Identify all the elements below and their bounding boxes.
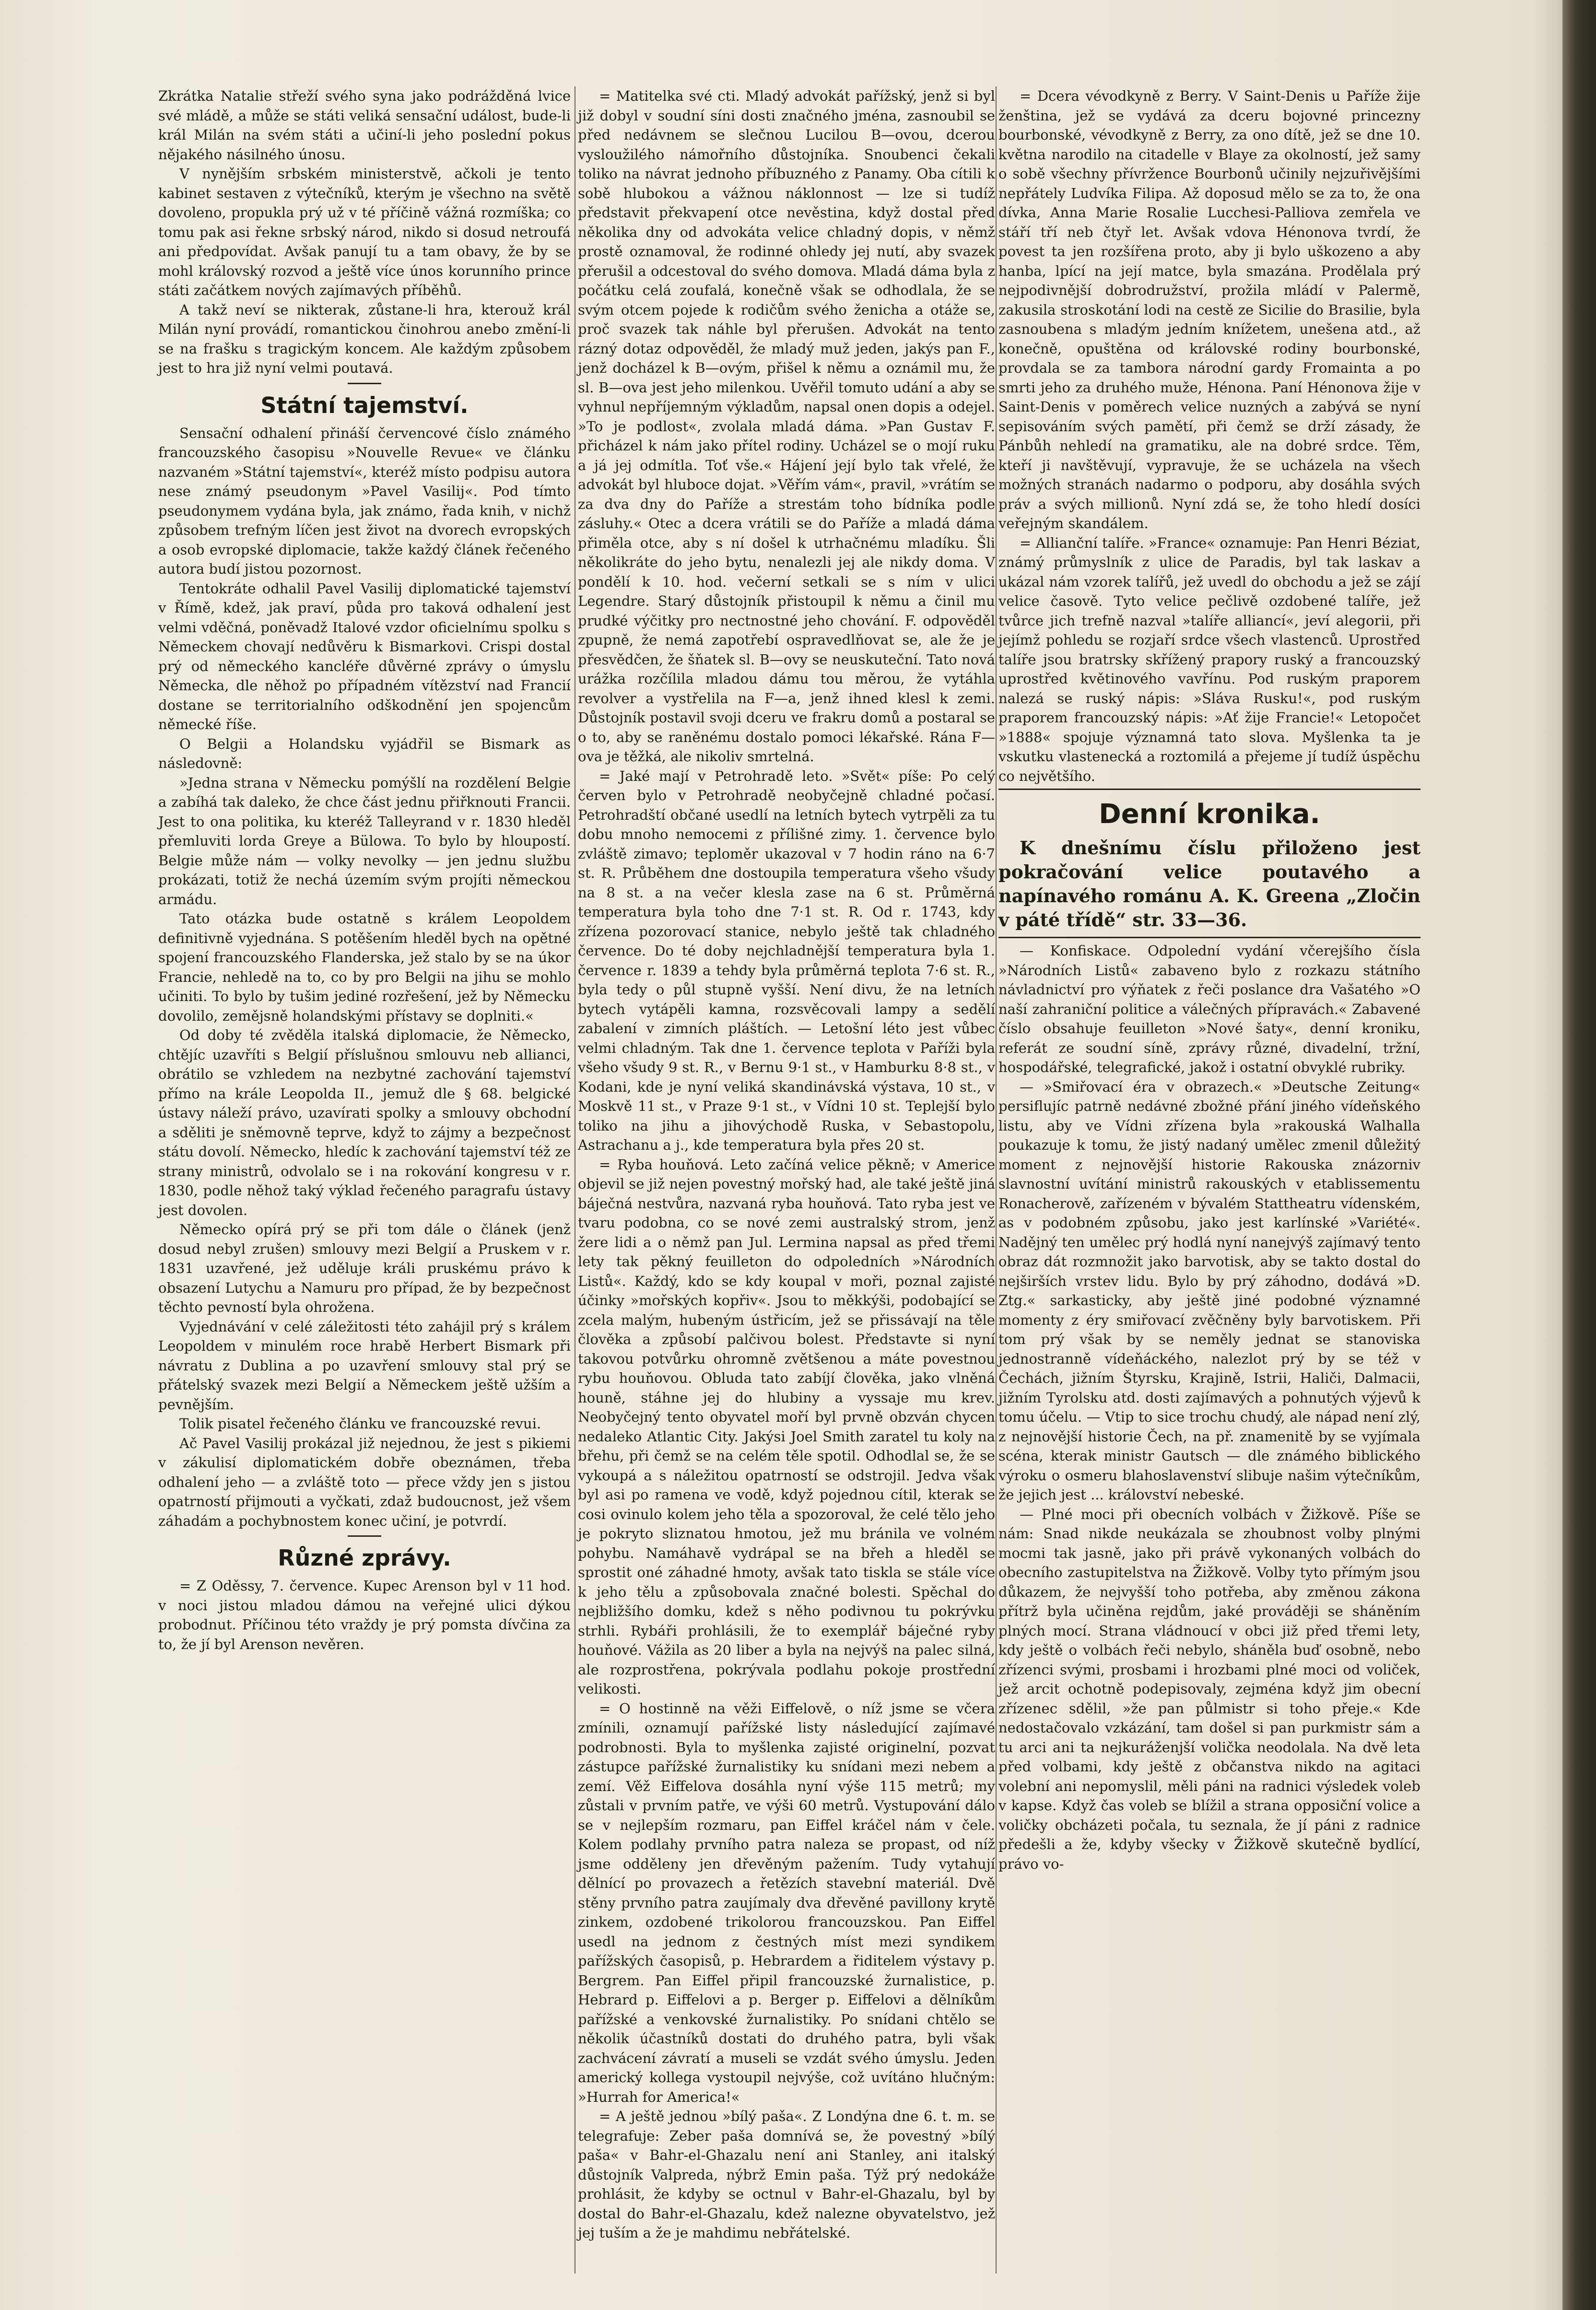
paragraph: Zkrátka Natalie střeží svého syna jako podrážděná lvice své mládě, a může se státi veliká sensační událost, bude-li král Milán na svém státi a učiní-li jeho poslední pokus nějakého násilného únosu. xyxy=(158,88,571,163)
section-heading: Denní kronika. xyxy=(1099,799,1320,830)
column-rule xyxy=(996,86,997,2274)
news-item: = Ryba houňová. Leto začíná velice pěkně; v Americe objevil se již nejen povestný mořský had, ale také ještě jiná báječná nestvůra, nazvaná ryba houňová. Tato ryba jest ve tvaru podobna, co se nové zemi australský strom, jenž žere lidi a o němž pan Jul. Lermina napsal as před třemi lety tak pěkný feuilleton do odpoledních »Národních Listů«. Každý, kdo se kdy koupal v moři, poznal zajisté účinky »mořských kopřiv«. Jsou to měkkýši, podobající se zcela malým, hubeným ústřicím, jež se přissávají na těle člověka a způsobí palčivou bolest. Představte si nyní takovou potvůrku ohromně zvětšenou a máte povestnou rybu houňovou. Obluda tato zabíjí člověka, jako vlněná houně, stáhne jej do hlubiny a vyssaje mu krev. Neobyčejný tento obyvatel moří byl prvně obzván chycen nedaleko Atlantic City. Jakýsi Joel Smith zaratel tu koly na břehu, při čemž se na celém těle spotil. Odhodlal se, že se vykoupá a s náležitou opatrností se odstrojil. Jedva však byl asi po ramena ve vodě, když pojednou cítil, kterak se cosi ovinulo kolem jeho těla a spozoroval, že celé tělo jeho je pokryto sliznatou hmotou, jež mu bránila ve volném pohybu. Namáhavě vydrápal se na břeh a hleděl se sprostit oné záhadné hmoty, avšak tato tiskla se stále více k jeho tělu a způsobovala značné bolesti. Spěchal do nejbližšího domku, kdež s něho podivnou tu pokrývku strhli. Rybáři prohlásili, že to exemplář báječné ryby houňové. Vážila as 20 liber a byla na nejvýš na palec silná, ale rozprostřena, pokrývala podlahu pokoje prostřední velikosti. xyxy=(578,1156,995,1697)
news-item: — »Smiřovací éra v obrazech.« »Deutsche Zeitung« persiflujíc patrně nedávné zbožné přání jiného vídeňského listu, aby ve Vídni zřízena byla »rakouská Walhalla poukazuje k tomu, že jistý nadaný umělec zmenil důležitý moment z nejnovější historie Rakouska znázorniv slavnostní uvítání ministrů rakouských v etablissementu Ronacherově, zařízeném v bývalém Stattheatru vídenském, as v podobném způsobu, jako jest karlínské »Variété«. Nadějný ten umělec prý hodlá nyní nanejvýš zajímavý tento obraz dát rozmnožit jako barvotisk, aby se takto dostal do nejširších vrstev lidu. Bylo by prý záhodno, dodává »D. Ztg.« sarkasticky, aby ještě jiné podobné významné momenty z éry smiřovací zvěčněny byly barvotiskem. Při tom prý však by se neměly jednat se stanoviska jednostranně vídeňáckého, nalezlot prý by se též v Čechách, jižním Štyrsku, Krajině, Istrii, Haliči, Dalmacii, jižním Tyrolsku atd. dosti zajímavých a pohnutých výjevů k tomu účelu. — Vtip to sice trochu chudý, ale nápad není zlý, z nejnovější historie Čech, na př. znamenitě by se vyjímala scéna, kterak ministr Gautsch — dle známého biblického výroku o osmeru blahoslavenství slibuje našim výtečníkům, že jejich jest ... království nebeské. xyxy=(998,1078,1420,1503)
column-2 xyxy=(578,86,995,2243)
paragraph: Tato otázka bude ostatně s králem Leopoldem definitivně vyjednána. S potěšením hleděl bych na opětné spojení francouzského Flanderska, jež stalo by se na úkor Francie, nehledě na to, co by pro Belgii na jihu se mohlo učiniti. To bylo by tušim jediné rozřešení, jež by Německu dovolilo, zemějsně holandskými přístavy se doplniti.« xyxy=(158,910,571,1024)
section-divider xyxy=(998,789,1420,790)
column-1 xyxy=(158,86,571,1654)
section-divider xyxy=(348,383,381,384)
news-item: = A ještě jednou »bílý paša«. Z Londýna dne 6. t. m. se telegrafuje: Zeber paša domnívá se, že povestný »bílý paša« v Bahr-el-Ghazalu není ani Stanley, ani italský důstojník Valpreda, nýbrž Emin paša. Týž prý nedokáže prohlásit, že kdyby se octnul v Bahr-el-Ghazalu, byl by dostal do Bahr-el-Ghazalu, kdež nalezne obyvatelstvo, jež jej tuším a že je mahdimu nebřátelské. xyxy=(578,2108,995,2241)
paragraph: O Belgii a Holandsku vyjádřil se Bismark as následovně: xyxy=(158,735,571,771)
news-item: = O hostinně na věži Eiffelově, o níž jsme se včera zmínili, oznamují pařížské listy následující zajímavé podrobnosti. Byla to myšlenka zajisté originelní, pozvat zástupce pařížské žurnalistiky ku snídani mezi nebem a zemí. Věž Eiffelova dosáhla nyní výše 115 metrů; my zůstali v prvním patře, ve výši 60 metrů. Vystupování dálo se v nejlepším rozmaru, pan Eiffel kráčel nám v čele. Kolem podlahy prvního patra naleza se propast, od níž jsme odděleny jen dřevěným pažením. Tudy vytahují dělnící po provazech a řetězích stavební materiál. Dvě stěny prvního patra zaujímaly dva dřevěné pavillony krytě zinkem, ozdobené trikolorou francouzskou. Pan Eiffel usedl na jednom z čestných míst mezi syndikem pařížských časopisů, p. Hebrardem a řiditelem výstavy p. Bergrem. Pan Eiffel připil francouzské žurnalistice, p. Hebrard p. Eiffelovi a p. Berger p. Eiffelovi a dělníkům pařížské a venkovské žurnalistiky. Po snídani chtělo se několik účastníků dostati do druhého patra, byli však zachvácení závratí a museli se vzdát svého úmyslu. Jeden americký kollega vystoupil nejvýše, což uvítáno hlučným: »Hurrah for America!« xyxy=(578,1700,995,2105)
paragraph: = Z Oděssy, 7. července. Kupec Arenson byl v 11 hod. v noci jistou mladou dámou na veřejné ulici dýkou probodnut. Příčinou této vraždy je prý pomsta dívčina za to, že jí byl Arenson nevěren. xyxy=(158,1578,571,1652)
news-item: = Dcera vévodkyně z Berry. V Saint-Denis u Paříže žije ženština, jež se vydává za dceru bojovné princezny bourbonské, vévodkyně z Berry, za ono dítě, jež se dne 10. května narodilo na citadelle v Blaye za okolností, jež samy o sobě všechny přívržence Bourbonů učinily nejzuřivějšími nepřátely Ludvíka Filipa. Až doposud mělo se za to, že ona dívka, Anna Marie Rosalie Lucchesi-Palliova zemřela ve stáří tří neb čtyř let. Avšak vdova Hénonova tvrdí, že povest ta jen rozšířena proto, aby ji bylo uškozeno a aby hanba, lpící na její matce, byla smazána. Prodělala prý nejpodivnější dobrodružství, prožila mládí v Palermě, zakusila stroskotání lodi na cestě ze Sicilie do Brasilie, byla zasnoubena s mladým jedním knížetem, unešena atd., až konečně, opuštěna od královské rodiny bourbonské, provdala se za tambora národní gardy Fromainta a po smrti jeho za druhého muže, Hénona. Paní Hénonova žije v Saint-Denis v poměrech velice nuzných a zabývá se nyní sepisováním svých pamětí, při čemž se drží zásady, že Pánbůh nehledí na gramatiku, ale na dobré srdce. Těm, kteří ji navštěvují, vypravuje, že se ucházela na všech možných stranách nadarmo o podporu, aby dosáhla svých práv a svých millionů. Nyní zdá se, že toho hledí dosíci veřejným skandálem. xyxy=(998,88,1420,531)
paragraph: »Jedna strana v Německu pomýšlí na rozdělení Belgie a zabíhá tak daleko, že chce část jednu přiřknouti Francii. Jest to ona politika, ku kteréž Talleyrand v r. 1830 hleděl přemluviti lorda Greye a Bülowa. To bylo by hloupostí. Belgie může nám — volky nevolky — jen jednu službu prokázati, totiž že nechá územím svým projíti německou armádu. xyxy=(158,774,571,908)
paragraph: Od doby té zvěděla italská diplomacie, že Německo, chtějíc uzavříti s Belgií příslušnou smlouvu neb allianci, obrátilo se vzhledem na nezbytné zachování tajemství přímo na krále Leopolda II., jemuž dle § 68. belgické ústavy náleží právo, uzavírati spolky a smlouvy obchodní a sděliti je sněmovně teprve, když to zájmy a bezpečnost státu dovolí. Německo, hledíc k zachování tajemství též ze strany ministrů, odvolalo se i na rokování kongresu v r. 1830, podle něhož taký výklad řečeného paragrafu ústavy jest dovolen. xyxy=(158,1027,571,1218)
paragraph: Tentokráte odhalil Pavel Vasilij diplomatické tajemství v Římě, kdež, jak praví, půda pro taková odhalení jest velmi vděčná, poněvadž Italové vzdor oficielnímu spolku s Německem chovají nedůvěru k Bismarkovi. Crispi dostal prý od německého kancléře důvěrné zprávy o úmyslu Německa, dle něhož po případném vítězství nad Francií dostane se territorialního odškodnění jen spojencům německé říše. xyxy=(158,580,571,732)
paragraph: Ač Pavel Vasilij prokázal již nejednou, že jest s pikiemi v zákulisí diplomatickém dobře obeznámen, třeba odhalení jeho — a zvláště toto — přece vždy jen s jistou opatrností přijmouti a vyčkati, zdaž budoucnost, jež všem záhadám a pochybnostem konec učiní, je potvrdí. xyxy=(158,1435,571,1529)
news-item: = Matitelka své cti. Mladý advokát pařížský, jenž si byl již dobyl v soudní síni dosti značného jména, zasnoubil se před nedávnem se slečnou Lucilou B—ovou, dcerou vysloužilého námořního důstojníka. Snoubenci čekali toliko na návrat jednoho příbuzného z Panamy. Oba cítili k sobě hlubokou a vážnou náklonnost — lze si tudíž představit překvapení otce nevěstina, když dostal před několika dny od advokáta velice chladný dopis, v němž prostě oznamoval, že rodinné ohledy jej nutí, aby svazek přerušil a odcestoval do svého domova. Mladá dáma byla z počátku celá zoufalá, konečně však se odhodlala, že se svým otcem pojede k rodičům svého ženicha a otáže se, proč svazek tak náhle byl přerušen. Advokát na tento rázný dotaz odpověděl, že mladý muž jeden, jakýs pan F., jenž docházel k B—ovým, přišel k němu a oznámil mu, že sl. B—ova jest jeho milenkou. Uvěřil tomuto udání a aby se vyhnul nepříjemným výkladům, napsal onen dopis a odejel. »To je podlost«, zvolala mladá dáma. »Pan Gustav F. přicházel k nám jako přítel rodiny. Ucházel se o mojí ruku a já jej odmítla. Toť vše.« Hájení její bylo tak vřelé, že advokát byl hluboce dojat. »Věřím vám«, pravil, »vrátím se za dva dny do Paříže a strestám toho bídníka podle zásluhy.« Otec a dcera vrátili se do Paříže a mladá dáma přiměla otce, aby s ní došel k utrhačnému mladíku. Šli několikráte do jeho bytu, nenalezli jej ale nikdy doma. V pondělí k 10. hod. večerní setkali se s ním v ulici Legendre. Starý důstojník přistoupil k němu a činil mu prudké výčitky pro nectnostné jeho chování. F. odpověděl zpupně, že nemá zapotřebí ospravedlňovat se, ale že je přesvědčen, že šňatek sl. B—ovy se neuskuteční. Tato nová urážka rozčílila mladou dámu tou měrou, že vytáhla revolver a vystřelila na F—a, jenž ihned klesl k zemi. Důstojník postavil svoji dceru ve frakru domů a postaral se o to, aby se raněnému dostalo pomoci lékařské. Rána F—ova je těžká, ale nikoliv smrtelná. xyxy=(578,88,995,765)
news-item: — Plné moci při obecních volbách v Žižkově. Píše se nám: Snad nikde neukázala se zhoubnost volby plnými mocmi tak jasně, jako při právě vykonaných volbách do obecního zastupitelstva na Žižkově. Volby tyto přímým jsou důkazem, že nejvyšší toho potřeba, aby změnou zákona přítrž byla učiněna rejdům, jaké prováději se sháněním plných mocí. Strana vládnoucí v obci již před třemi lety, kdy ještě o volbách řeči nebylo, sháněla buď osobně, nebo zřízenci svými, prosbami i hrozbami plné moci od voliček, jež arcit ochotně podepisovaly, zejména když jim obecní zřízenec sdělil, »že pan půlmistr si toho přeje.« Kde nedostačovalo vzkázání, tam došel si pan purkmistr sám a tu arci ani ta nejkuráženjší volička neodolala. Na dvě leta před volbami, kdy ještě z občanstva nikdo na agitaci volební ani nepomyslil, měli páni na radnici výsledek voleb v kapse. Když čas voleb se blížil a strana opposiční volice a voličky obcházeti počala, tu seznala, že jí páni z radnice předešli a že, kdyby všecky v Žižkově skutečně bydlící, právo vo- xyxy=(998,1506,1420,1872)
section-divider xyxy=(998,937,1420,938)
news-item: = Allianční talíře. »France« oznamuje: Pan Henri Béziat, známý průmyslník z ulice de Paradis, byl tak laskav a ukázal nám vzorek talířů, jež uvedl do obchodu a jež se zájí velice časově. Tyto velice pečlivě ozdobené talíře, jež tvůrce jich trefně nazval »talíře alliancí«, jeví alegorii, při jejímž pohledu se rozjaří srdce všech vlastenců. Uprostřed talíře jsou bratrsky skřížený prapory ruský a francouzský uprostřed květinového vavřínu. Pod ruským praporem nalezá se ruský nápis: »Sláva Rusku!«, pod ruským praporem francouzský nápis: »Ať žije Francie!« Letopočet »1888« spojuje významná tato slova. Myšlenka ta je vskutku vlastenecká a roztomilá a přejeme jí tudíž úspěchu co největšího. xyxy=(998,534,1420,784)
section-heading: Různé zprávy. xyxy=(278,1545,451,1571)
lead-notice xyxy=(998,836,1420,932)
section-divider xyxy=(348,1535,381,1537)
news-item: = Jaké mají v Petrohradě leto. »Svět« píše: Po celý červen bylo v Petrohradě neobyčejně chladné počasí. Petrohradští občané usedlí na letních bytech vytrpěli za tu dobu mnoho nemocemi z přílišné zimy. 1. července bylo zvláště zimavo; teploměr ukazoval v 7 hodin ráno na 6·7 st. R. Průběhem dne dostoupila temperatura všeho všudy na 8 st. a na večer klesla zase na 6 st. Průměrná temperatura byla toho dne 7·1 st. R. Od r. 1743, kdy zřízena pozorovací stanice, nebylo ještě tak chladného července. Do té doby nejchladnější temperatura byla 1. července r. 1839 a tehdy byla průměrná teplota 7·6 st. R., byla tedy o půl stupně vyšší. Není divu, že na letních bytech vytápěli kamna, rozsvěcovali lampy a sedělí zabalení v zimních pláštích. — Letošní léto jest vůbec velmi chladným. Tak dne 1. července teplota v Paříži byla všeho všudy 9 st. R., v Bernu 9·1 st., v Hamburku 8·8 st., v Kodani, kde je nyní veliká skandinávská výstava, 10 st., v Moskvě 11 st., v Praze 9·1 st., v Vídni 10 st. Teplejší bylo toliko na jihu a jihovýchodě Ruska, v Sebastopolu, Astrachanu a j., kde temperatura byla přes 20 st. xyxy=(578,767,995,1153)
adjacent-page-edge xyxy=(1562,0,1596,2310)
paragraph: Tolik pisatel řečeného článku ve francouzské revui. xyxy=(179,1415,541,1432)
column-3 xyxy=(998,86,1420,1874)
paragraph: Německo opírá prý se při tom dále o článek (jenž dosud nebyl zrušen) smlouvy mezi Belgií a Pruskem v r. 1831 uzavřené, jež uděluje králi pruskému právo k obsazení Lutychu a Namuru pro případ, že by bezpečnost těchto pevností byla ohrožena. xyxy=(158,1221,571,1315)
news-item: — Konfiskace. Odpolední vydání včerejšího čísla »Národních Listů« zabaveno bylo z rozkazu státního návladnictví pro výňatek z řeči poslance dra Vašatého »O naší zahraniční politice a válečných přípravách.« Zabavené číslo obsahuje feuilleton »Nové šaty«, denní kroniku, referát ze soudní síně, zprávy různé, divadelní, tržní, hospodářské, telegrafické, jakož i ostatní obvyklé rubriky. xyxy=(998,943,1420,1075)
paragraph: V nynějším srbském ministerstvě, ačkoli je tento kabinet sestaven z výtečníků, kterým je všechno na světě dovoleno, propukla prý už v té příčině vážná rozmíška; co tomu pak asi řekne srbský národ, nikdo si dosud netroufá ani předpovídat. Avšak panují tu a tam obavy, že by se mohl královský rozvod a ještě více únos korunního prince státi začátkem nových zajímavých příběhů. xyxy=(158,165,571,298)
paragraph: Sensační odhalení přináší červencové číslo známého francouzského časopisu »Nouvelle Revue« ve článku nazvaném »Státní tajemství«, kteréž místo podpisu autora nese známý pseudonym »Pavel Vasilij«. Pod tímto pseudonymem vydána byla, jak známo, řada knih, v nichž způsobem trefným líčen jest život na dvorech evropských a osob evropské diplomacie, takže každý článek řečeného autora budí jistou pozornost. xyxy=(158,424,571,577)
lead-text: K dnešnímu číslu přiloženo jest pokračování velice poutavého a napínavého románu A. K. Greena „Zločin v páté třídě“ str. 33—36. xyxy=(998,837,1420,931)
paragraph: Vyjednávání v celé záležitosti této zahájil prý s králem Leopoldem v minulém roce hrabě Herbert Bismark při návratu z Dublina a po uzavření smlouvy stal prý se přátelský svazek mezi Belgií a Německem ještě užším a pevnějším. xyxy=(158,1318,571,1413)
paragraph: A takž neví se nikterak, zůstane-li hra, kterouž král Milán nyní provádí, romantickou činohrou anebo změní-li se na frašku s tragickým koncem. Ale každým způsobem jest to hra již nyní velmi poutavá. xyxy=(158,301,571,376)
section-heading: Státní tajemství. xyxy=(260,392,469,418)
